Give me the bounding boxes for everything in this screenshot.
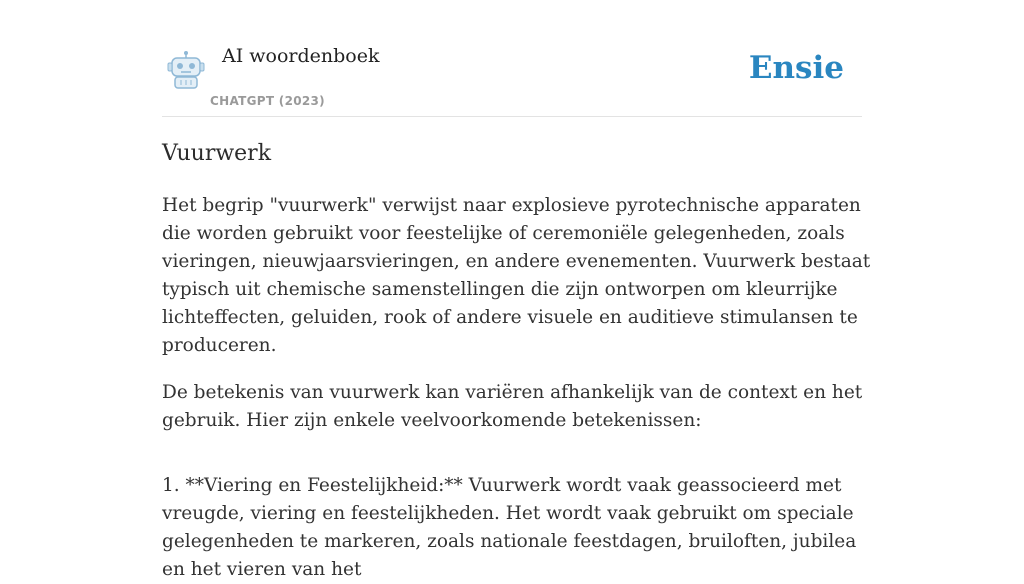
brand-logo[interactable]: Ensie: [748, 50, 844, 86]
source-title[interactable]: AI woordenboek: [222, 45, 380, 67]
entry-content: [162, 138, 872, 584]
robot-icon: [166, 50, 206, 90]
source-subtitle: CHATGPT (2023): [210, 94, 325, 108]
entry-header: [162, 0, 862, 117]
definition-paragraph: De betekenis van vuurwerk kan variëren afhankelijk van de context en het gebruik. Hier zijn enkele veelvoorkomende betekenissen:: [162, 382, 863, 431]
list-item: 1. **Viering en Feestelijkheid:** Vuurwerk wordt vaak geassocieerd met vreugde, viering en feestelijkheden. Het wordt vaak gebruikt om speciale gelegenheden te markeren, zoals nationale feestdagen, bruiloften, jubilea en het vieren van het: [162, 475, 857, 580]
entry-term: Vuurwerk: [162, 141, 272, 166]
definition-paragraph: Het begrip "vuurwerk" verwijst naar explosieve pyrotechnische apparaten die worden gebruikt voor feestelijke of ceremoniële gelegenheden, zoals vieringen, nieuwjaarsvieringen, en andere evenementen. Vuurwerk bestaat typisch uit chemische samenstellingen die zijn ontworpen om kleurrijke lichteffecten, geluiden, rook of andere visuele en auditieve stimulansen te produceren.: [162, 195, 871, 356]
